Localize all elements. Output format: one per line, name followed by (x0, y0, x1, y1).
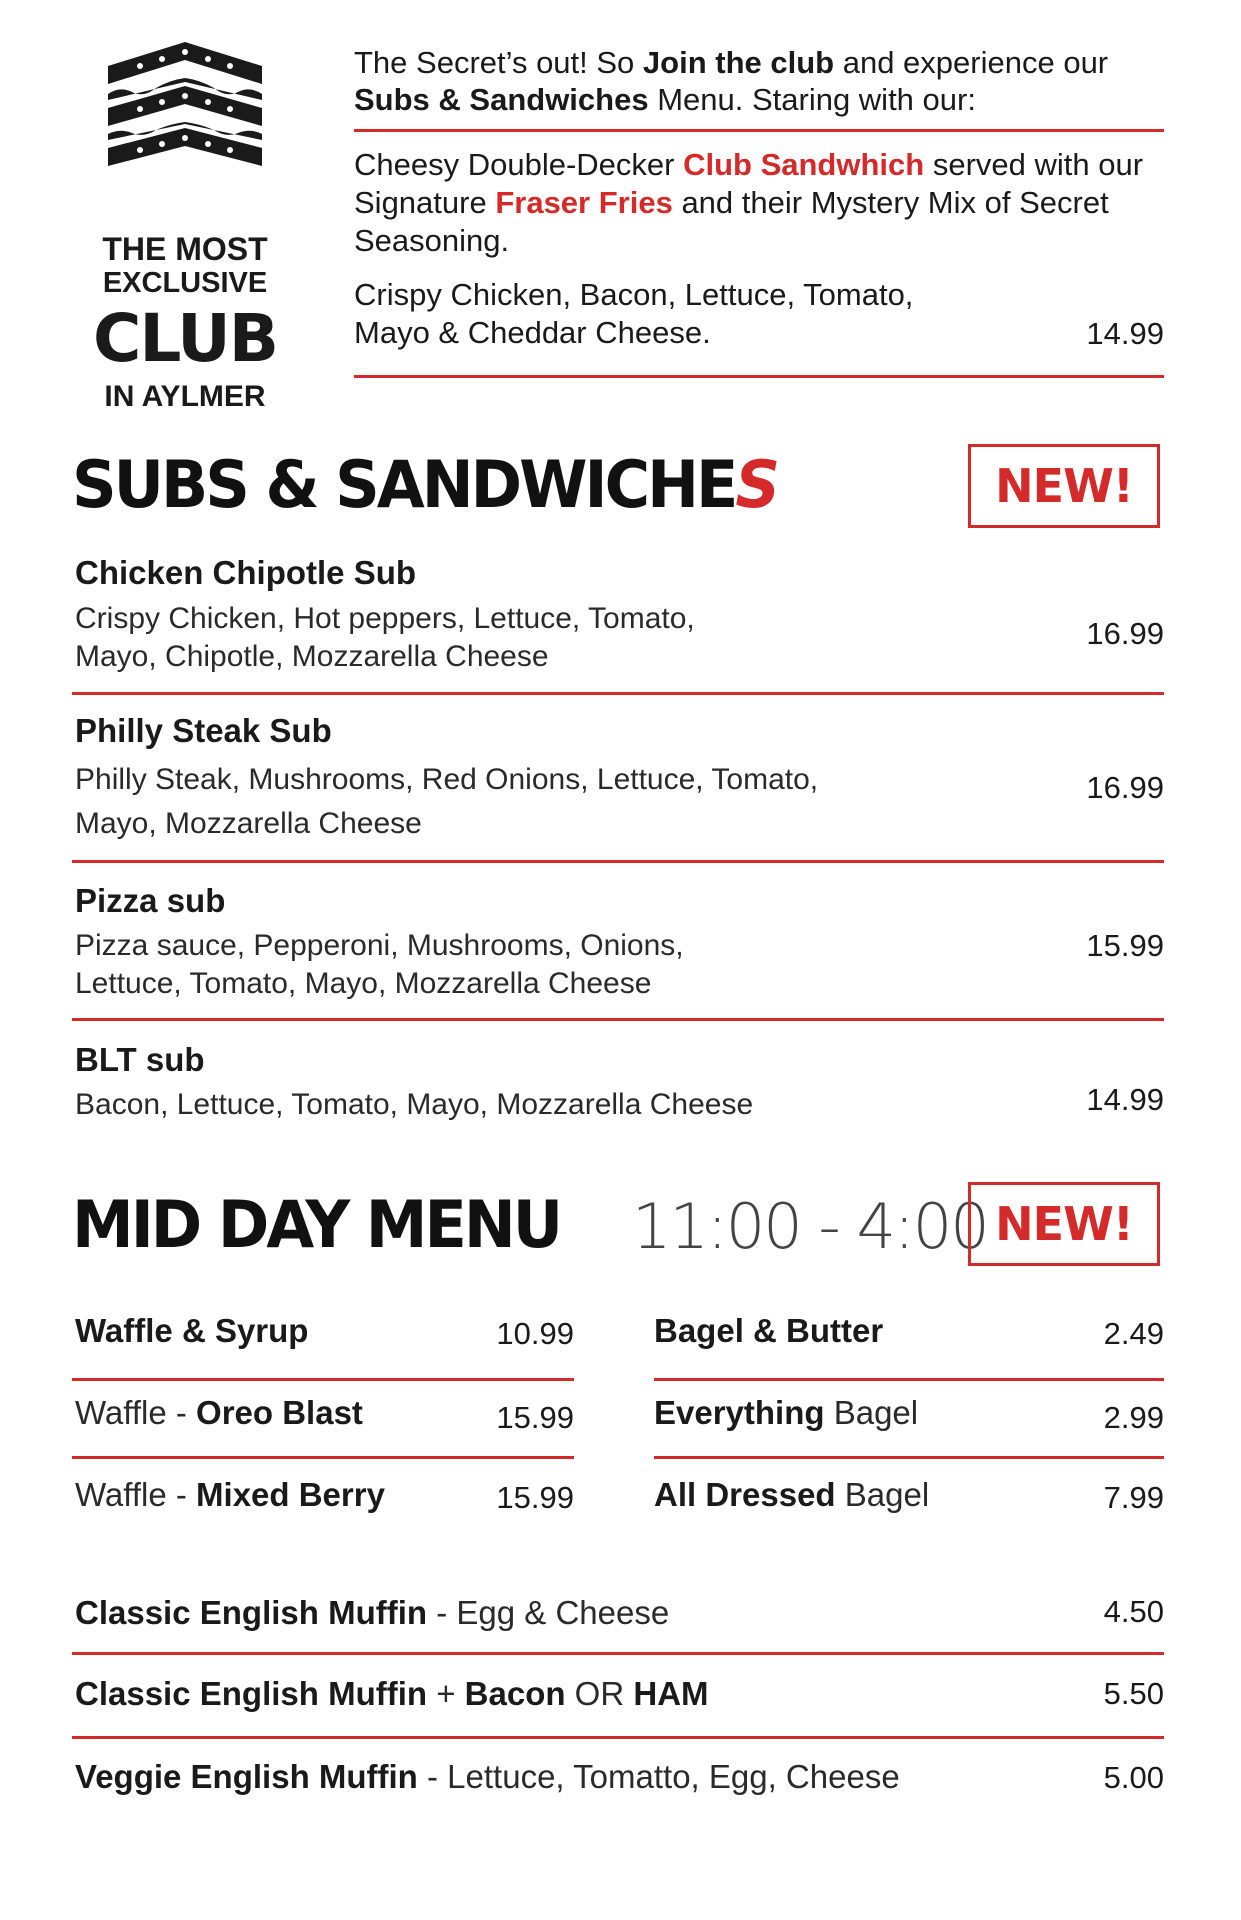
desc-line: Bacon, Lettuce, Tomato, Mayo, Mozzarella Cheese (75, 1088, 754, 1121)
subs-heading-swash-s: S (735, 446, 777, 523)
bagel-divider (654, 1378, 1164, 1381)
subs-new-badge: NEW! (968, 444, 1160, 528)
desc-line: Mayo, Mozzarella Cheese (75, 807, 422, 840)
muffin-divider (72, 1652, 1164, 1655)
item-name: Oreo Blast (196, 1394, 363, 1431)
sandwich-stack-icon (80, 36, 290, 176)
item-suffix: Bagel (835, 1476, 930, 1513)
sub-item-desc (75, 927, 835, 1003)
subs-sandwiches-text: Subs & Sandwiches (354, 82, 649, 117)
intro-text: Menu. Staring with our: (648, 82, 976, 117)
waffle-price: 15.99 (496, 1480, 574, 1515)
muffin-price: 5.50 (1103, 1676, 1164, 1711)
sub-item-name: BLT sub (75, 1041, 205, 1078)
midday-new-badge: NEW! (968, 1182, 1160, 1266)
sub-item-desc (75, 1086, 975, 1124)
fraser-fries-text: Fraser Fries (495, 185, 673, 220)
item-name: Classic English Muffin (75, 1594, 428, 1631)
sub-item-name: Philly Steak Sub (75, 712, 332, 749)
muffin-price: 4.50 (1103, 1594, 1164, 1629)
intro-divider (354, 129, 1164, 132)
intro-bottom-divider (354, 375, 1164, 378)
muffin-item (75, 1594, 669, 1632)
item-detail: + (427, 1675, 465, 1712)
item-option: HAM (633, 1675, 709, 1712)
item-name: Classic English Muffin (75, 1675, 428, 1712)
intro-text: and experience our (834, 45, 1109, 80)
item-name: Everything (654, 1394, 825, 1431)
logo-line-in-aylmer: IN AYLMER (104, 380, 266, 413)
sub-item-name: Chicken Chipotle Sub (75, 554, 417, 591)
intro-text: served with our (924, 147, 1144, 182)
item-suffix: Bagel (824, 1394, 919, 1431)
waffle-price: 15.99 (496, 1400, 574, 1435)
item-name: All Dressed (654, 1476, 836, 1513)
logo-line-the-most: THE MOST (102, 231, 268, 267)
bagel-item (654, 1476, 929, 1514)
waffle-item (75, 1476, 385, 1514)
item-name: Mixed Berry (196, 1476, 385, 1513)
waffle-item (75, 1394, 363, 1432)
club-sandwich-text: Club Sandwhich (683, 147, 925, 182)
sub-item-price: 16.99 (1086, 770, 1164, 805)
intro-ingredients (354, 276, 994, 352)
desc-line: Philly Steak, Mushrooms, Red Onions, Lettuce, Tomato, (75, 763, 819, 796)
ingredients-line: Mayo & Cheddar Cheese. (354, 315, 711, 350)
waffle-divider (72, 1456, 574, 1459)
sub-item-price: 15.99 (1086, 928, 1164, 963)
item-prefix: Waffle - (75, 1476, 197, 1513)
bagel-item (654, 1394, 918, 1432)
sub-item-price: 14.99 (1086, 1082, 1164, 1117)
bagel-item (654, 1312, 883, 1350)
intro-text: Seasoning. (354, 223, 510, 258)
ingredients-line: Crispy Chicken, Bacon, Lettuce, Tomato, (354, 277, 914, 312)
waffle-divider (72, 1378, 574, 1381)
sub-item-price: 16.99 (1086, 616, 1164, 651)
sub-item-desc (75, 600, 835, 676)
sub-item-desc (75, 758, 975, 846)
bagel-price: 7.99 (1103, 1480, 1164, 1515)
item-detail: - Lettuce, Tomatto, Egg, Cheese (417, 1758, 900, 1795)
intro-text: Cheesy Double-Decker (354, 147, 684, 182)
midday-heading: MID DAY MENU (72, 1186, 561, 1263)
item-name: Bagel & Butter (654, 1312, 884, 1349)
muffin-price: 5.00 (1103, 1760, 1164, 1795)
item-option: Bacon (464, 1675, 566, 1712)
item-detail: - Egg & Cheese (427, 1594, 670, 1631)
intro-paragraph-2 (354, 146, 1174, 260)
bagel-divider (654, 1456, 1164, 1459)
desc-line: Lettuce, Tomato, Mayo, Mozzarella Cheese (75, 967, 652, 1000)
bagel-price: 2.99 (1103, 1400, 1164, 1435)
logo-line-exclusive: EXCLUSIVE (102, 267, 268, 299)
item-name: Waffle & Syrup (75, 1312, 309, 1349)
muffin-item (75, 1758, 900, 1796)
intro-text: and their Mystery Mix of Secret (672, 185, 1109, 220)
subs-heading (72, 446, 777, 524)
sub-divider (72, 692, 1164, 695)
intro-text: Signature (354, 185, 496, 220)
sub-item-name: Pizza sub (75, 882, 226, 919)
item-prefix: Waffle - (75, 1394, 197, 1431)
intro-text: The Secret’s out! So (354, 45, 643, 80)
desc-line: Pizza sauce, Pepperoni, Mushrooms, Onions, (75, 929, 684, 962)
sub-divider (72, 860, 1164, 863)
sub-divider (72, 1018, 1164, 1021)
desc-line: Crispy Chicken, Hot peppers, Lettuce, Tomato, (75, 602, 695, 635)
logo-line-club: CLUB (92, 300, 278, 377)
item-name: Veggie English Muffin (75, 1758, 418, 1795)
waffle-price: 10.99 (496, 1316, 574, 1351)
desc-line: Mayo, Chipotle, Mozzarella Cheese (75, 640, 549, 673)
muffin-item (75, 1675, 709, 1713)
bagel-price: 2.49 (1103, 1316, 1164, 1351)
item-detail: OR (565, 1675, 634, 1712)
intro-paragraph-1 (354, 44, 1174, 118)
club-sandwich-price: 14.99 (1086, 316, 1164, 351)
join-the-club-text: Join the club (642, 45, 835, 80)
subs-heading-text: SUBS & SANDWICHE (72, 446, 736, 523)
club-logo (80, 36, 290, 413)
midday-hours: 11:00 - 4:00 (632, 1190, 988, 1263)
waffle-item (75, 1312, 308, 1350)
muffin-divider (72, 1736, 1164, 1739)
